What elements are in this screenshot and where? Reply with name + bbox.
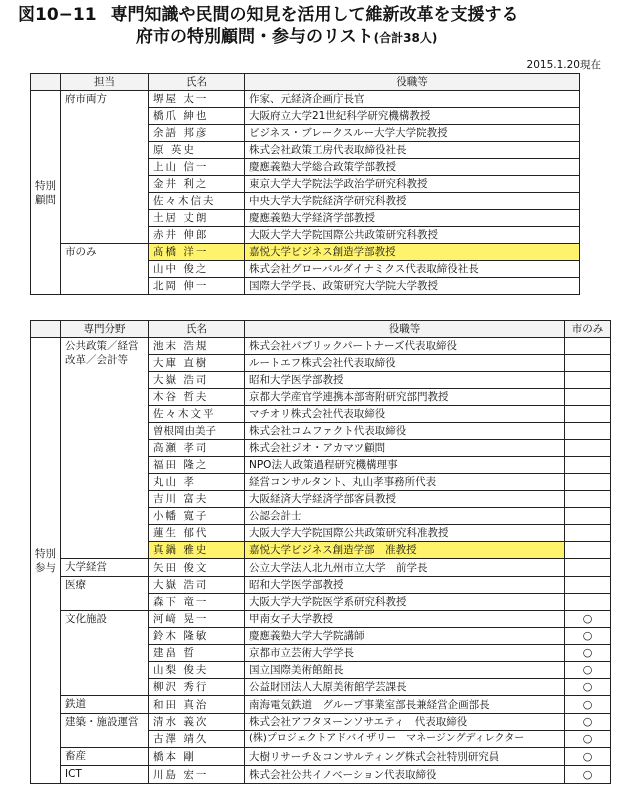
- name-cell: 上山 信一: [149, 159, 245, 176]
- name-cell: 和田 真治: [149, 696, 245, 714]
- position-cell: 京都大学産官学連携本部寄附研究部門教授: [245, 389, 565, 406]
- group-ict: ICT: [61, 766, 149, 784]
- table-row: [31, 611, 611, 628]
- position-cell: 慶應義塾大学大学院講師: [245, 628, 565, 645]
- position-cell: 経営コンサルタント、丸山孝事務所代表: [245, 474, 565, 491]
- position-cell: 昭和大学医学部教授: [245, 372, 565, 389]
- table-row: [31, 696, 611, 714]
- name-cell: 曽根岡由美子: [149, 423, 245, 440]
- header-field: 専門分野: [61, 321, 149, 338]
- city-only-mark: ○: [565, 679, 611, 696]
- position-cell: 株式会社公共イノベーション代表取締役: [245, 766, 565, 784]
- position-cell: マチオリ株式会社代表取締役: [245, 406, 565, 423]
- position-cell: 株式会社政策工房代表取締役社長: [245, 142, 580, 159]
- position-cell: 国立国際美術館館長: [245, 662, 565, 679]
- header-city-only: 市のみ: [565, 321, 611, 338]
- position-cell: ビジネス・ブレークスルー大学大学院教授: [245, 125, 580, 142]
- name-cell: 佐々木文平: [149, 406, 245, 423]
- position-cell: ルートエフ株式会社代表取締役: [245, 355, 565, 372]
- position-cell: 公益財団法人大原美術館学芸課長: [245, 679, 565, 696]
- header-role: 担当: [61, 74, 149, 91]
- position-cell: 株式会社コムファクト代表取締役: [245, 423, 565, 440]
- table-row-highlighted: [31, 244, 580, 261]
- advisors-table: [30, 73, 580, 295]
- table-header-row: [31, 74, 580, 91]
- name-cell: 北岡 伸一: [149, 278, 245, 295]
- position-cell: 株式会社アフタヌーンソサエティ 代表取締役: [245, 714, 565, 731]
- group-livestock: 畜産: [61, 748, 149, 766]
- name-cell: 金井 利之: [149, 176, 245, 193]
- group-both: 府市両方: [61, 91, 149, 244]
- name-cell: 蓮生 郁代: [149, 525, 245, 542]
- name-cell: 木谷 哲夫: [149, 389, 245, 406]
- position-cell: 中央大学大学院経済学研究科教授: [245, 193, 580, 210]
- page-title: [18, 4, 519, 49]
- group-city-only: 市のみ: [61, 244, 149, 295]
- city-only-mark: ○: [565, 696, 611, 714]
- name-cell: 赤井 伸郎: [149, 227, 245, 244]
- name-cell: 河﨑 晃一: [149, 611, 245, 628]
- name-cell: 吉川 富夫: [149, 491, 245, 508]
- name-cell: 山中 俊之: [149, 261, 245, 278]
- position-cell: 大阪大学大学院国際公共政策研究科教授: [245, 227, 580, 244]
- city-only-mark: ○: [565, 611, 611, 628]
- position-cell: 株式会社グローバルダイナミクス代表取締役社長: [245, 261, 580, 278]
- position-cell: 大阪大学大学院国際公共政策研究科准教授: [245, 525, 565, 542]
- table-row: [31, 559, 611, 577]
- position-cell: 大阪大学大学院医学系研究科教授: [245, 594, 565, 611]
- name-cell: 堺屋 太一: [149, 91, 245, 108]
- name-cell: 真鍋 雅史: [149, 542, 245, 559]
- position-cell: 株式会社ジオ・アカマツ顧問: [245, 440, 565, 457]
- city-only-mark: ○: [565, 766, 611, 784]
- city-only-mark: ○: [565, 748, 611, 766]
- name-cell: 土居 丈朗: [149, 210, 245, 227]
- name-cell: 大嶽 浩司: [149, 372, 245, 389]
- table-row: [31, 766, 611, 784]
- group-construction: 建築・施設運営: [61, 714, 149, 748]
- name-cell: 池末 浩規: [149, 338, 245, 355]
- group-culture: 文化施設: [61, 611, 149, 696]
- position-cell: 公立大学法人北九州市立大学 前学長: [245, 559, 565, 577]
- table-row: [31, 91, 580, 108]
- group-medical: 医療: [61, 577, 149, 611]
- position-cell: 慶應義塾大学総合政策学部教授: [245, 159, 580, 176]
- group-public-policy: 公共政策／経営改革／会計等: [61, 338, 149, 559]
- name-cell: 古澤 靖久: [149, 731, 245, 748]
- title-line-2: 府市の特別顧問・参与のリスト: [136, 27, 374, 47]
- position-cell: (株)プロジェクトアドバイザリー マネージングディレクター: [245, 731, 565, 748]
- group-railway: 鉄道: [61, 696, 149, 714]
- name-cell: 佐々木信夫: [149, 193, 245, 210]
- name-cell: 川島 宏一: [149, 766, 245, 784]
- name-cell: 橋本 剛: [149, 748, 245, 766]
- name-cell: 福田 隆之: [149, 457, 245, 474]
- name-cell: 森下 竜一: [149, 594, 245, 611]
- name-cell: 髙橋 洋一: [149, 244, 245, 261]
- title-note: (合計38人): [373, 31, 438, 45]
- name-cell: 矢田 俊文: [149, 559, 245, 577]
- councilors-table: [30, 320, 611, 784]
- name-cell: 柳沢 秀行: [149, 679, 245, 696]
- table-row: [31, 748, 611, 766]
- name-cell: 丸山 孝: [149, 474, 245, 491]
- position-cell: 嘉悦大学ビジネス創造学部 准教授: [245, 542, 565, 559]
- position-cell: 株式会社パブリックパートナーズ代表取締役: [245, 338, 565, 355]
- group-univ-mgmt: 大学経営: [61, 559, 149, 577]
- name-cell: 山梨 俊夫: [149, 662, 245, 679]
- name-cell: 小幡 寛子: [149, 508, 245, 525]
- table-header-row: [31, 321, 611, 338]
- position-cell: 東京大学大学院法学政治学研究科教授: [245, 176, 580, 193]
- position-cell: 南海電気鉄道 グループ事業室部長兼経営企画部長: [245, 696, 565, 714]
- position-cell: 大阪経済大学経済学部客員教授: [245, 491, 565, 508]
- position-cell: 慶應義塾大学経済学部教授: [245, 210, 580, 227]
- name-cell: 鈴木 隆敏: [149, 628, 245, 645]
- table-row: [31, 577, 611, 594]
- city-only-mark: ○: [565, 662, 611, 679]
- name-cell: 橋爪 紳也: [149, 108, 245, 125]
- city-only-mark: ○: [565, 731, 611, 748]
- position-cell: 京都市立芸術大学学長: [245, 645, 565, 662]
- city-only-mark: ○: [565, 628, 611, 645]
- table-row: [31, 714, 611, 731]
- header-name: 氏名: [149, 321, 245, 338]
- title-line-1: 専門知識や民間の知見を活用して維新改革を支援する: [110, 5, 519, 25]
- category-advisor: 特別顧問: [31, 91, 61, 295]
- header-position: 役職等: [245, 321, 565, 338]
- header-name: 氏名: [149, 74, 245, 91]
- position-cell: 甲南女子大学教授: [245, 611, 565, 628]
- name-cell: 高瀬 孝司: [149, 440, 245, 457]
- position-cell: 嘉悦大学ビジネス創造学部教授: [245, 244, 580, 261]
- figure-number: 図10−11: [18, 5, 97, 25]
- date-label: 2015.1.20現在: [526, 59, 601, 71]
- name-cell: 清水 義次: [149, 714, 245, 731]
- position-cell: 大樹リサーチ＆コンサルティング株式会社特別研究員: [245, 748, 565, 766]
- name-cell: 大嶽 浩司: [149, 577, 245, 594]
- name-cell: 建畠 晢: [149, 645, 245, 662]
- city-only-mark: ○: [565, 645, 611, 662]
- position-cell: NPO法人政策過程研究機構理事: [245, 457, 565, 474]
- city-only-mark: ○: [565, 714, 611, 731]
- name-cell: 大庫 直樹: [149, 355, 245, 372]
- position-cell: 昭和大学医学部教授: [245, 577, 565, 594]
- category-councilor: 特別参与: [31, 338, 61, 784]
- position-cell: 作家、元経済企画庁長官: [245, 91, 580, 108]
- position-cell: 公認会計士: [245, 508, 565, 525]
- name-cell: 余語 邦彦: [149, 125, 245, 142]
- table-row: [31, 338, 611, 355]
- position-cell: 大阪府立大学21世紀科学研究機構教授: [245, 108, 580, 125]
- header-position: 役職等: [245, 74, 580, 91]
- name-cell: 原 英史: [149, 142, 245, 159]
- position-cell: 国際大学学長、政策研究大学院大学教授: [245, 278, 580, 295]
